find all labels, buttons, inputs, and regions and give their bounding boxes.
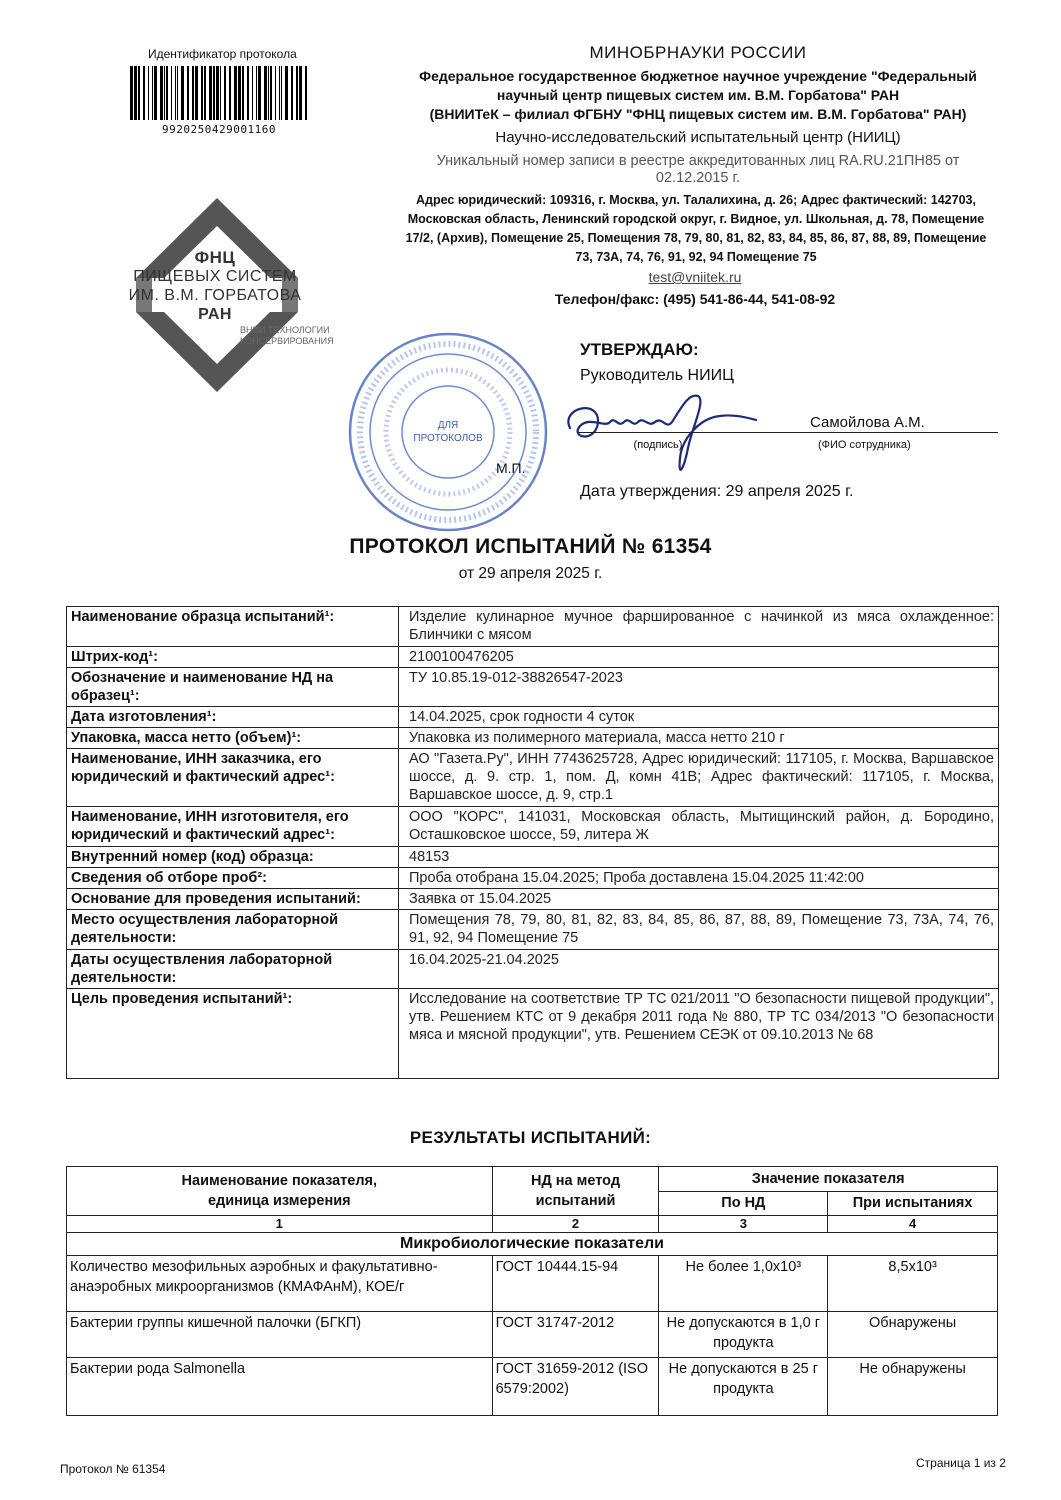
footer-protocol-number: Протокол № 61354 (60, 1462, 166, 1476)
column-number: 2 (492, 1216, 659, 1233)
ministry-title: МИНОБРНАУКИ РОССИИ (589, 43, 807, 62)
protocol-date: от 29 апреля 2025 г. (458, 565, 603, 582)
registry-line-2: 02.12.2015 г. (655, 170, 741, 186)
info-label: Наименование, ИНН заказчика, его юридический и фактический адрес¹: (67, 749, 399, 807)
barcode-bar (164, 66, 165, 120)
result-value: 8,5x10³ (828, 1256, 998, 1312)
barcode-label: Идентификатор протокола (148, 47, 297, 61)
approve-heading: УТВЕРЖДАЮ: (580, 340, 699, 359)
info-row (67, 607, 999, 647)
barcode-bar (224, 66, 226, 120)
email-link[interactable]: test@vniitek.ru (648, 269, 742, 285)
header-by-nd: По НД (659, 1191, 828, 1216)
header-indicator: Наименование показателя, единица измерения (67, 1167, 493, 1216)
info-row (67, 868, 999, 889)
info-value: 14.04.2025, срок годности 4 суток (399, 707, 999, 728)
registry-record (400, 153, 996, 187)
barcode-bar (296, 66, 298, 120)
info-label: Наименование, ИНН изготовителя, его юридический и фактический адрес¹: (67, 807, 399, 847)
result-value: Обнаружены (828, 1312, 998, 1358)
barcode-bar (238, 66, 241, 120)
stamp-center-1: ДЛЯ (437, 420, 459, 431)
barcode-bar (143, 66, 145, 120)
barcode-bar (154, 66, 157, 120)
info-value: ООО "КОРС", 141031, Московская область, Мытищинский район, д. Бородино, Осташковское шоссе, 59, литера Ж (399, 807, 999, 847)
info-row (67, 707, 999, 728)
result-indicator: Бактерии рода Salmonella (67, 1358, 493, 1416)
logo-line-2: ПИЩЕВЫХ СИСТЕМ (133, 268, 297, 285)
info-value: Проба отобрана 15.04.2025; Проба доставлена 15.04.2025 11:42:00 (399, 868, 999, 889)
result-row (67, 1358, 998, 1416)
org-line-3: (ВНИИТеК – филиал ФГБНУ "ФНЦ пищевых систем им. В.М. Горбатова" РАН) (429, 106, 967, 122)
info-value: Заявка от 15.04.2025 (399, 889, 999, 910)
result-indicator: Количество мезофильных аэробных и факультативно-анаэробных микроорганизмов (КМАФАнМ), КОЕ/г (67, 1256, 493, 1312)
info-label: Место осуществления лабораторной деятельности: (67, 910, 399, 950)
info-value: 48153 (399, 847, 999, 868)
barcode-bar (171, 66, 172, 120)
barcode-bar (258, 66, 261, 120)
barcode-bar (181, 66, 184, 120)
address: Адрес юридический: 109316, г. Москва, ул. Талалихина, д. 26; Адрес фактический: 142703, Московская область, Ленинский городской округ, г. Видное, ул. Школьная, д. 78, Помещение 17/2, (Архив), Помещение 25, Помещения 78, 79, 80, 81, 82, 83, 84, 85, 86, 87, 88, 89, Помещение 73, 73А, 74, 76, 91, 92, 94 Помещение 75 (405, 193, 987, 264)
barcode-bar (252, 66, 253, 120)
barcode-bar (275, 66, 276, 120)
barcode-bar (138, 66, 140, 120)
barcode-bar (216, 66, 219, 120)
round-stamp (346, 330, 551, 535)
info-value: Упаковка из полимерного материала, масса нетто 210 г (399, 728, 999, 749)
result-row (67, 1312, 998, 1358)
barcode-bar (220, 66, 221, 120)
info-row (67, 889, 999, 910)
stamp-center-2: ПРОТОКОЛОВ (413, 433, 483, 444)
barcode-bar (213, 66, 215, 120)
barcode-bar (291, 66, 293, 120)
niic-title: Научно-исследовательский испытательный центр (НИИЦ) (495, 129, 901, 146)
approval-date: Дата утверждения: 29 апреля 2025 г. (580, 483, 854, 500)
barcode-bar (281, 66, 282, 120)
info-row (67, 728, 999, 749)
barcode-bar (229, 66, 231, 120)
info-row (67, 989, 999, 1079)
barcode-bar (247, 66, 249, 120)
info-row (67, 910, 999, 950)
info-row (67, 950, 999, 989)
barcode-bar (268, 66, 269, 120)
info-value: Помещения 78, 79, 80, 81, 82, 83, 84, 85, 86, 87, 88, 89, Помещение 73, 73А, 74, 76, 91, 92, 94 Помещение 75 (399, 910, 999, 950)
info-label: Обозначение и наименование НД на образец¹: (67, 668, 399, 707)
info-row (67, 647, 999, 668)
organization-name (410, 67, 986, 124)
info-label: Штрих-код¹: (67, 647, 399, 668)
logo-text (110, 248, 320, 324)
barcode-bar (148, 66, 149, 120)
column-number: 4 (828, 1216, 998, 1233)
barcode-bar (299, 66, 302, 120)
info-label: Внутренний номер (код) образца: (67, 847, 399, 868)
barcode-bar (256, 66, 257, 120)
info-value: Изделие кулинарное мучное фаршированное с начинкой из мяса охлажденное: Блинчики с мясом (399, 607, 999, 647)
approver-name: Самойлова А.М. (810, 414, 925, 431)
barcode-bar (195, 66, 198, 120)
info-value: Исследование на соответствие ТР ТС 021/2011 "О безопасности пищевой продукции", утв. Решением КТС от 9 декабря 2011 года № 880, ТР ТС 034/2013 "О безопасности мяса и мясной продукции", утв. Решением СЕЭК от 09.10.2013 № 68 (399, 989, 999, 1079)
protocol-title: ПРОТОКОЛ ИСПЫТАНИЙ № 61354 (349, 535, 712, 558)
result-indicator: Бактерии группы кишечной палочки (БГКП) (67, 1312, 493, 1358)
results-title: РЕЗУЛЬТАТЫ ИСПЫТАНИЙ: (409, 1128, 652, 1147)
section-heading: Микробиологические показатели (67, 1233, 998, 1256)
info-label: Наименование образца испытаний¹: (67, 607, 399, 647)
footer-page-number: Страница 1 из 2 (916, 1456, 1006, 1470)
header-by-test: При испытаниях (828, 1191, 998, 1216)
info-row (67, 749, 999, 807)
info-row (67, 847, 999, 868)
barcode-bar (209, 66, 212, 120)
barcode-bar (305, 66, 307, 120)
barcode-bar (192, 66, 194, 120)
result-method: ГОСТ 31659-2012 (ISO 6579:2002) (492, 1358, 659, 1416)
info-label: Дата изготовления¹: (67, 707, 399, 728)
barcode-bar (152, 66, 153, 120)
info-value: 16.04.2025-21.04.2025 (399, 950, 999, 989)
org-line-1: Федеральное государственное бюджетное научное учреждение "Федеральный (419, 68, 977, 84)
protocol-barcode (128, 66, 310, 120)
info-value: АО "Газета.Ру", ИНН 7743625728, Адрес юридический: 117105, г. Москва, Варшавское шоссе, д. 9. стр. 1, пом. Д, комн 41В; Адрес фактический: 117105, г. Москва, Варшавское шоссе, д. 9, стр.1 (399, 749, 999, 807)
barcode-bar (242, 66, 244, 120)
logo-line-4: РАН (198, 306, 232, 323)
registry-line-1: Уникальный номер записи в реестре аккредитованных лиц RA.RU.21ПН85 от (436, 153, 960, 169)
logo-line-3: ИМ. В.М. ГОРБАТОВА (128, 287, 302, 304)
column-number: 1 (67, 1216, 493, 1233)
logo-line-1: ФНЦ (194, 248, 236, 267)
result-norm: Не более 1,0x10³ (659, 1256, 828, 1312)
barcode-digits: 9920250429001160 (162, 123, 276, 136)
stamp-place-mark: М.П. (496, 460, 526, 476)
name-hint: (ФИО сотрудника) (818, 439, 911, 451)
result-method: ГОСТ 10444.15-94 (492, 1256, 659, 1312)
info-label: Основание для проведения испытаний: (67, 889, 399, 910)
header-method: НД на метод испытаний (492, 1167, 659, 1216)
result-norm: Не допускаются в 1,0 г продукта (659, 1312, 828, 1358)
barcode-bar (175, 66, 176, 120)
barcode-bar (270, 66, 272, 120)
barcode-bar (166, 66, 168, 120)
result-method: ГОСТ 31747-2012 (492, 1312, 659, 1358)
logo-subtext: ВНИИ ТЕХНОЛОГИИ КОНСЕРВИРОВАНИЯ (240, 325, 334, 346)
info-row (67, 807, 999, 847)
phone: Телефон/факс: (495) 541-86-44, 541-08-92 (554, 291, 836, 307)
signature (560, 388, 760, 483)
result-norm: Не допускаются в 25 г продукта (659, 1358, 828, 1416)
info-label: Цель проведения испытаний¹: (67, 989, 399, 1079)
org-line-2: научный центр пищевых систем им. В.М. Горбатова" РАН (496, 87, 900, 103)
info-label: Упаковка, масса нетто (объем)¹: (67, 728, 399, 749)
barcode-bar (204, 66, 206, 120)
header-value: Значение показателя (659, 1167, 998, 1192)
approver-position: Руководитель НИИЦ (580, 367, 734, 384)
info-label: Сведения об отборе проб²: (67, 868, 399, 889)
barcode-bar (264, 66, 267, 120)
barcode-bar (285, 66, 288, 120)
info-value: ТУ 10.85.19-012-38826547-2023 (399, 668, 999, 707)
barcode-bar (201, 66, 203, 120)
column-number: 3 (659, 1216, 828, 1233)
result-value: Не обнаружены (828, 1358, 998, 1416)
barcode-bar (177, 66, 178, 120)
barcode-bar (279, 66, 280, 120)
barcode-bar (160, 66, 163, 120)
info-row (67, 668, 999, 707)
barcode-bar (134, 66, 137, 120)
sample-info-table (66, 606, 999, 1079)
signature-hint: (подпись) (633, 439, 683, 451)
info-value: 2100100476205 (399, 647, 999, 668)
result-row (67, 1256, 998, 1312)
barcode-bar (130, 66, 133, 120)
barcode-bar (234, 66, 237, 120)
barcode-bar (187, 66, 189, 120)
signature-line (578, 432, 998, 433)
results-table (66, 1166, 998, 1416)
info-label: Даты осуществления лабораторной деятельности: (67, 950, 399, 989)
